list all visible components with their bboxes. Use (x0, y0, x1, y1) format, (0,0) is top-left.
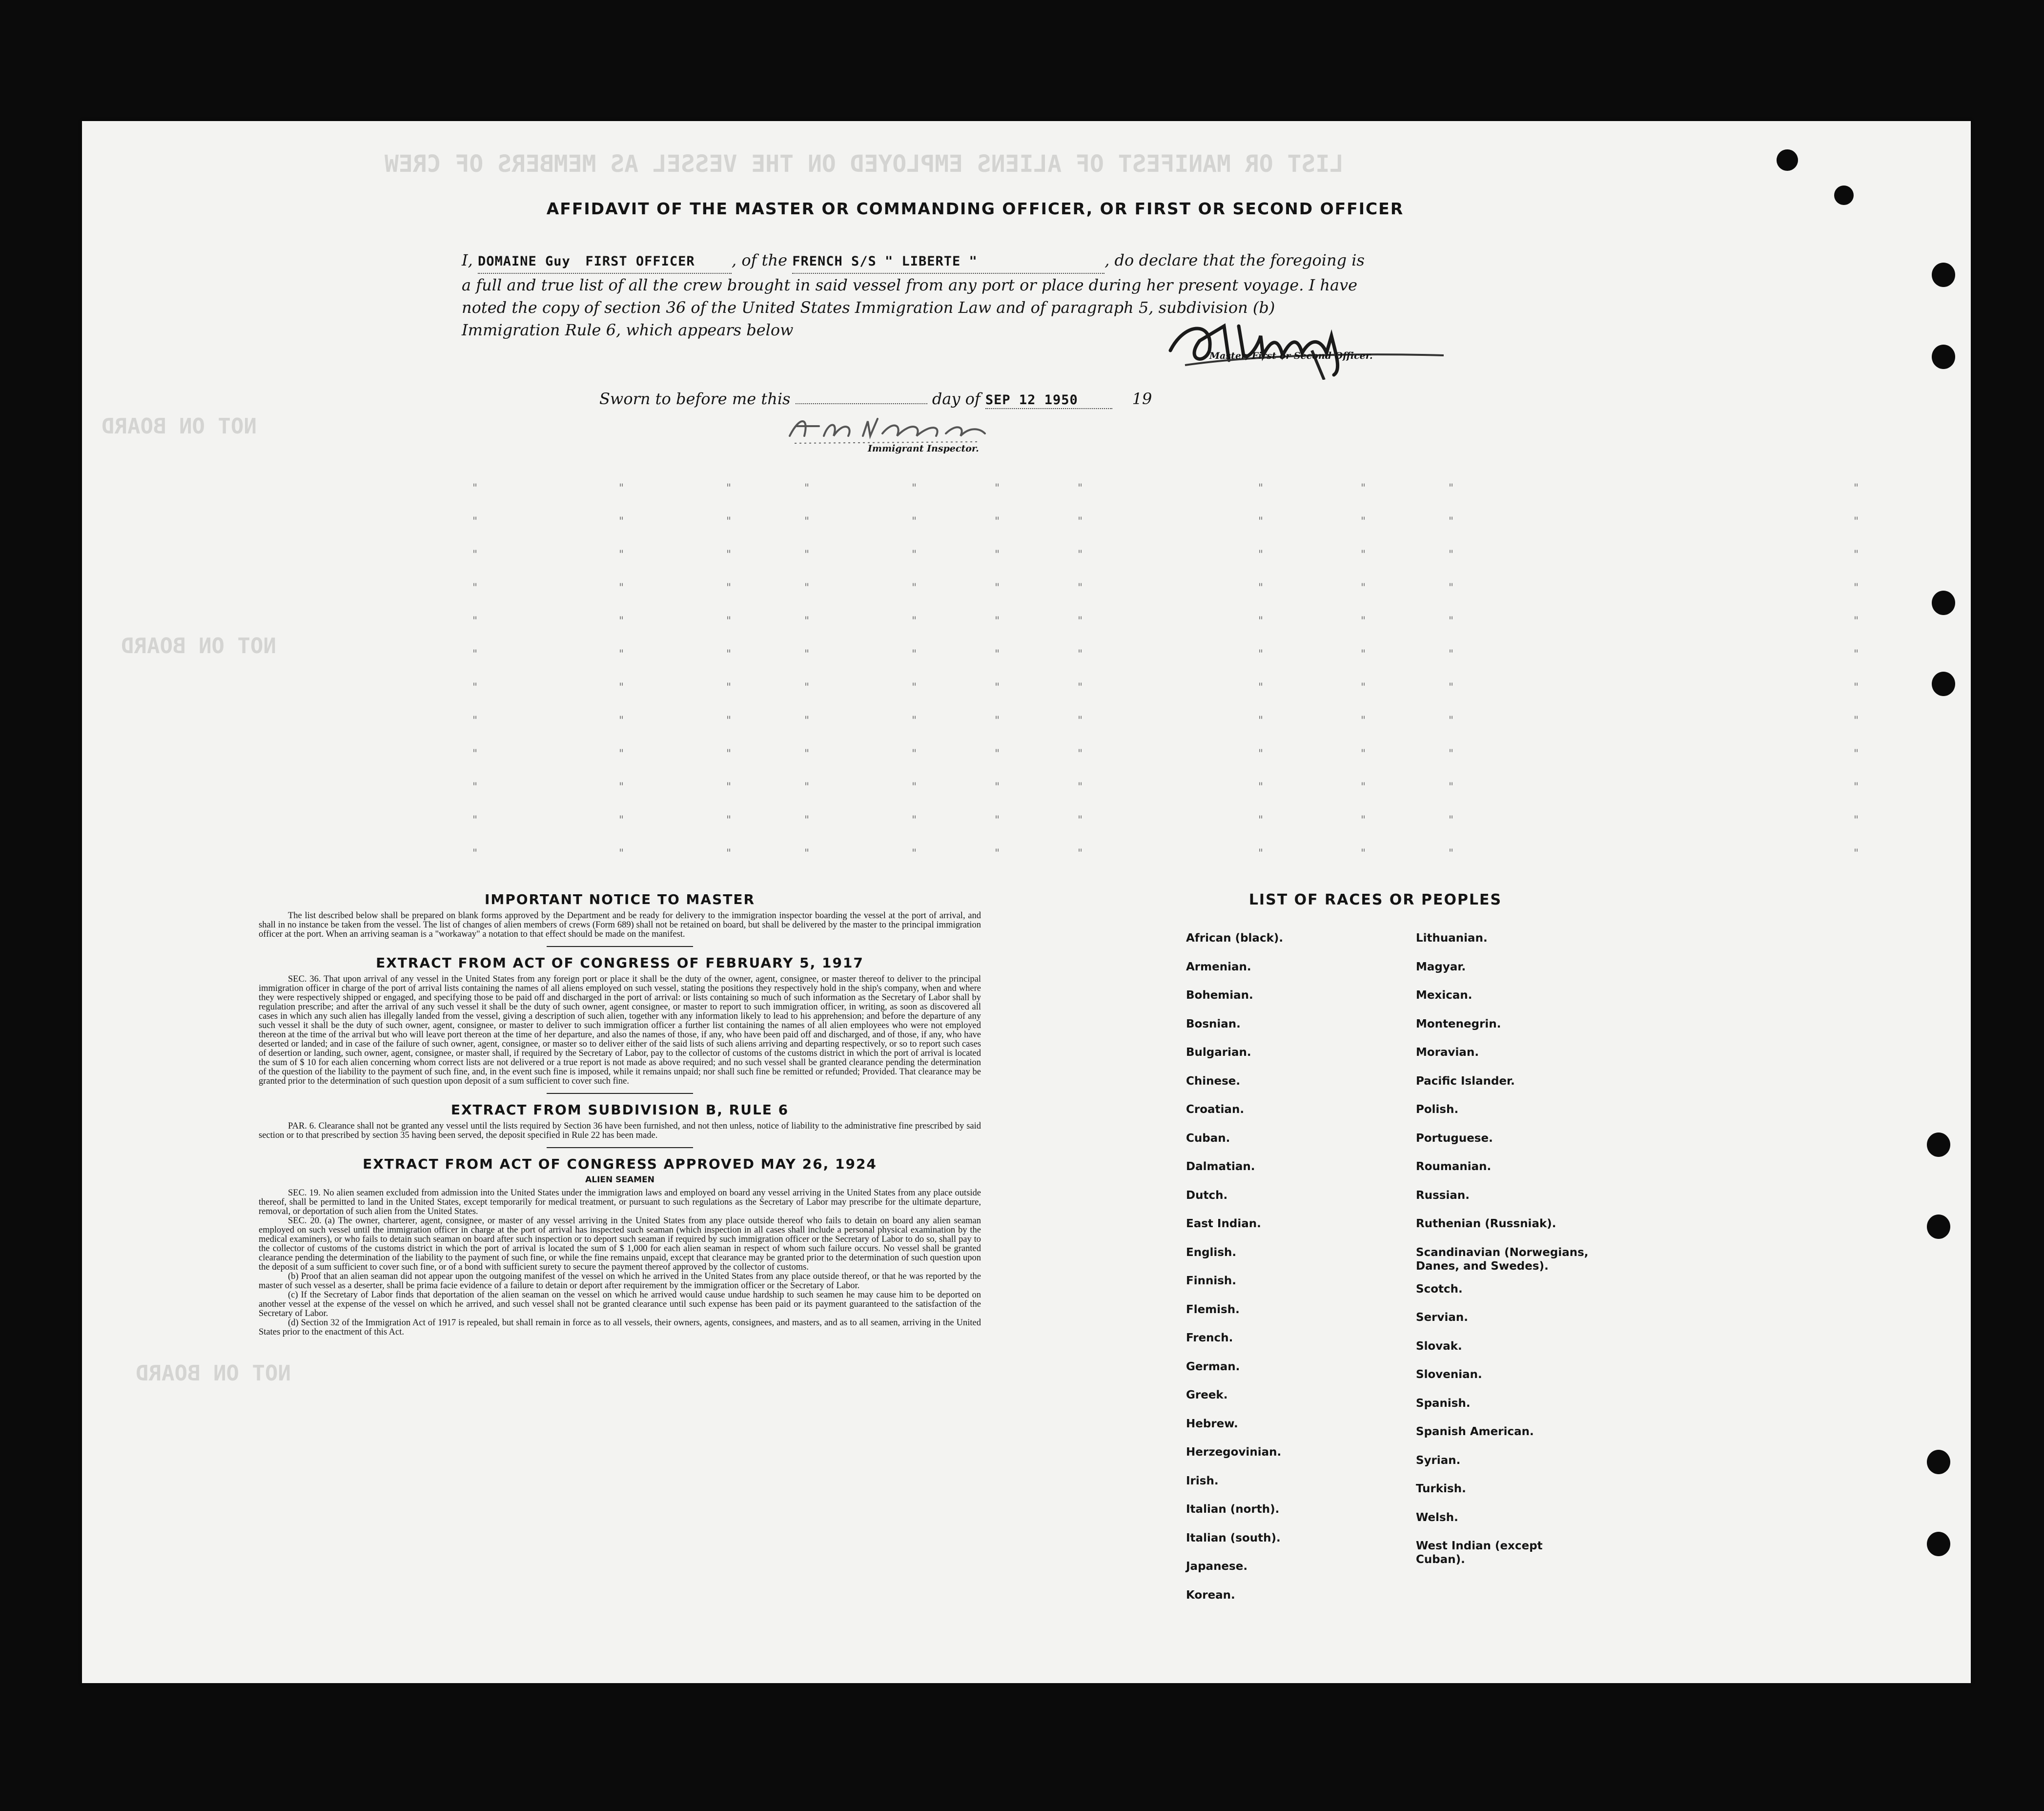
ditto-mark: " (912, 515, 917, 528)
ditto-mark: " (472, 482, 478, 494)
ditto-mark: " (995, 515, 1000, 528)
punch-hole (1932, 591, 1955, 615)
race-item: Dutch. (1186, 1189, 1228, 1202)
ditto-mark: " (804, 515, 810, 528)
ditto-mark: " (912, 781, 917, 793)
ditto-mark: " (1078, 482, 1083, 494)
ditto-mark: " (995, 748, 1000, 760)
ditto-mark: " (1449, 715, 1454, 727)
ditto-mark: " (804, 482, 810, 494)
race-item: Portuguese. (1416, 1132, 1493, 1145)
ditto-mark: " (804, 847, 810, 860)
ditto-mark: " (995, 582, 1000, 594)
inspector-caption: Immigrant Inspector. (868, 443, 979, 454)
ditto-mark: " (912, 748, 917, 760)
ditto-mark: " (1361, 781, 1366, 793)
ditto-mark: " (1361, 615, 1366, 627)
ditto-mark: " (1854, 515, 1859, 528)
ditto-mark: " (912, 681, 917, 694)
ditto-mark: " (1258, 781, 1264, 793)
ditto-mark: " (1361, 715, 1366, 727)
ditto-mark: " (1258, 847, 1264, 860)
ditto-mark: " (1078, 615, 1083, 627)
ditto-mark: " (912, 582, 917, 594)
race-item: English. (1186, 1246, 1237, 1259)
ditto-mark: " (472, 615, 478, 627)
race-item: Dalmatian. (1186, 1160, 1255, 1173)
race-item: Armenian. (1186, 960, 1251, 973)
declaration-statement: that the foregoing is a full and true list of all the crew brought in said vessel from any port or place during her present voyage. I have noted the copy of section 36 of the United States Immigration Law and of paragraph 5, subdivision (b) Immigration Rule 6, which appears below (462, 251, 1365, 339)
race-item: Mexican. (1416, 989, 1472, 1002)
ditto-mark: " (1854, 549, 1859, 561)
ditto-mark: " (619, 814, 624, 826)
rule-6-body: PAR. 6. Clearance shall not be granted any vessel until the lists required by Section 36 have been furnished, and not then unless, notice of liability to the administrative fine prescribed by said section or to that prescribed by section 35 having been served, the deposit specified in Rule 22 has been made. (259, 1121, 981, 1140)
ditto-mark: " (472, 814, 478, 826)
bleed-through-text: NOT ON BOARD (136, 1361, 291, 1386)
ditto-mark: " (1361, 847, 1366, 860)
race-item: Servian. (1416, 1311, 1469, 1324)
race-item: Polish. (1416, 1103, 1459, 1116)
ditto-mark: " (912, 482, 917, 494)
ditto-mark: " (472, 781, 478, 793)
ditto-mark: " (995, 549, 1000, 561)
ditto-mark: " (995, 814, 1000, 826)
ditto-mark: " (1449, 681, 1454, 694)
ditto-mark: " (619, 648, 624, 660)
divider (547, 1093, 693, 1094)
ditto-mark: " (726, 748, 732, 760)
ditto-mark: " (472, 582, 478, 594)
sworn-year: 19 (1132, 390, 1152, 408)
race-item: Bulgarian. (1186, 1046, 1251, 1059)
punch-hole (1927, 1132, 1950, 1157)
ditto-mark: " (1078, 781, 1083, 793)
races-list-title: LIST OF RACES OR PEOPLES (1248, 891, 1502, 908)
ditto-mark: " (1449, 615, 1454, 627)
race-item: Spanish. (1416, 1397, 1471, 1410)
master-signature (1156, 307, 1449, 380)
ditto-mark: " (1258, 549, 1264, 561)
race-item: French. (1186, 1332, 1233, 1344)
ditto-mark: " (619, 715, 624, 727)
ditto-mark: " (1258, 715, 1264, 727)
ditto-mark: " (1078, 748, 1083, 760)
race-item: East Indian. (1186, 1217, 1261, 1230)
legal-notices-column (259, 891, 981, 1337)
ditto-mark: " (1449, 549, 1454, 561)
ditto-mark: " (1361, 681, 1366, 694)
ditto-mark: " (1361, 582, 1366, 594)
ditto-mark: " (1078, 648, 1083, 660)
punch-hole (1927, 1450, 1950, 1474)
ditto-mark: " (804, 715, 810, 727)
ditto-mark: " (726, 549, 732, 561)
ditto-mark: " (1361, 814, 1366, 826)
ditto-mark: " (619, 781, 624, 793)
ditto-mark: " (619, 748, 624, 760)
ditto-mark: " (804, 781, 810, 793)
ditto-mark: " (1854, 648, 1859, 660)
race-item: Bosnian. (1186, 1017, 1241, 1030)
ditto-mark: " (804, 681, 810, 694)
punch-hole (1932, 263, 1955, 287)
ditto-mark: " (726, 515, 732, 528)
race-item: Pacific Islander. (1416, 1074, 1515, 1088)
bleed-through-text: NOT ON BOARD (102, 414, 257, 439)
declaration-intro: I, (462, 251, 473, 269)
race-item: Magyar. (1416, 960, 1466, 973)
ditto-mark: " (726, 582, 732, 594)
ditto-mark: " (726, 482, 732, 494)
ditto-mark: " (1449, 814, 1454, 826)
race-item: Herzegovinian. (1186, 1446, 1282, 1459)
ditto-mark: " (804, 748, 810, 760)
ditto-mark: " (619, 582, 624, 594)
divider (547, 1147, 693, 1148)
sec-19-text: SEC. 19. No alien seamen excluded from admission into the United States under the immigration laws and employed on board any vessel arriving in the United States from any place outside thereof, shall be permitted to land in the United States, except temporarily for medical treatment, or pursuant to such regulations as the Secretary of Labor may prescribe for the ultimate departure, removal, or deportation of such alien from the United States. (259, 1188, 981, 1216)
sworn-prefix: Sworn to before me this (599, 390, 791, 408)
sec-20d-text: (d) Section 32 of the Immigration Act of 1917 is repealed, but shall remain in force as to all vessels, their owners, agents, consignees, and masters, and as to all seamen, arriving in the United States prior to the enactment of this Act. (259, 1318, 981, 1337)
ditto-mark: " (1078, 847, 1083, 860)
ditto-mark: " (1361, 515, 1366, 528)
ditto-mark: " (1449, 515, 1454, 528)
ditto-mark: " (912, 814, 917, 826)
race-item: Scotch. (1416, 1282, 1463, 1296)
sworn-date-stamp: SEP 12 1950 (985, 392, 1078, 408)
ditto-mark: " (619, 482, 624, 494)
race-item: Japanese. (1186, 1560, 1248, 1573)
race-item: Turkish. (1416, 1482, 1466, 1495)
affidavit-title: AFFIDAVIT OF THE MASTER OR COMMANDING OFFICER, OR FIRST OR SECOND OFFICER (546, 199, 1404, 218)
bleed-through-text: LIST OR MANIFEST OF ALIENS EMPLOYED ON THE VESSEL AS MEMBERS OF CREW (385, 150, 1344, 178)
ditto-mark: " (472, 681, 478, 694)
ditto-mark: " (726, 847, 732, 860)
sworn-day-of: day of (932, 390, 981, 408)
race-item: German. (1186, 1360, 1240, 1373)
race-item: Welsh. (1416, 1511, 1458, 1524)
race-item: Lithuanian. (1416, 932, 1488, 945)
sworn-line (599, 390, 1331, 409)
ditto-mark: " (1449, 847, 1454, 860)
race-item: Finnish. (1186, 1275, 1237, 1287)
ditto-mark: " (995, 648, 1000, 660)
ditto-mark: " (1854, 781, 1859, 793)
ditto-mark: " (619, 615, 624, 627)
ditto-mark: " (995, 847, 1000, 860)
sec-20c-text: (c) If the Secretary of Labor finds that deportation of the alien seaman on the vessel on which he arrived would cause undue hardship to such seamen he may cause him to be deported on another vessel at the expense of the vessel on which he arrived, and such vessel shall not be granted clearance until such expense has been paid or its payment guaranteed to the satisfaction of the Secretary of Labor. (259, 1290, 981, 1318)
ditto-mark: " (1449, 648, 1454, 660)
race-item: Scandinavian (Norwegians, Danes, and Swedes). (1416, 1246, 1589, 1273)
ditto-mark: " (1854, 748, 1859, 760)
ditto-mark: " (804, 615, 810, 627)
race-item: Bohemian. (1186, 989, 1253, 1002)
ditto-mark: " (619, 847, 624, 860)
ditto-mark: " (726, 648, 732, 660)
ditto-mark: " (1449, 482, 1454, 494)
ditto-mark: " (1854, 482, 1859, 494)
race-item: Ruthenian (Russniak). (1416, 1217, 1556, 1230)
ditto-mark: " (472, 748, 478, 760)
race-item: Italian (south). (1186, 1531, 1281, 1544)
ditto-mark: " (804, 582, 810, 594)
races-list-right (1416, 931, 1592, 1576)
ditto-mark: " (1361, 648, 1366, 660)
ditto-mark: " (1854, 814, 1859, 826)
rule-6-heading: EXTRACT FROM SUBDIVISION B, RULE 6 (450, 1102, 789, 1118)
ditto-mark: " (726, 615, 732, 627)
ditto-mark: " (1854, 615, 1859, 627)
races-list-left (1186, 931, 1283, 1617)
ditto-mark: " (1854, 681, 1859, 694)
divider (547, 946, 693, 947)
ditto-mark: " (619, 681, 624, 694)
race-item: Hebrew. (1186, 1417, 1238, 1430)
ditto-mark: " (619, 515, 624, 528)
ditto-mark: " (995, 681, 1000, 694)
ditto-mark: " (1449, 748, 1454, 760)
extract-1917-body: SEC. 36. That upon arrival of any vessel in the United States from any foreign port or place it shall be the duty of the owner, agent, consignee, or master thereof to deliver to the principal immigration officer in charge of the port of arrival lists containing the names of all aliens employed on such vessel, stating the positions they respectively hold in the ship's company, when and where they were respectively shipped or engaged, and specifying those to be paid off and discharged in the port of arrival: or lists containing so much of such information as the Secretary of Labor shall by regulation prescribe; and after the arrival of any such vessel it shall be the duty of such owner, agent consignee, or master to report to such immigration officer, in writing, as soon as discovered all cases in which any such alien has illegally landed from the vessel, giving a description of such alien, together with any information likely to lead to his apprehension; and before the departure of any such vessel it shall be the duty of such owner, agent, consignee, or master to deliver to such immigration officer a further list containing the names of all alien employees who were not employed thereon at the time of the arrival but who will leave port thereon at the time of her departure, and also the names of those, if any, who have been paid off and discharged, and of those, if any, who have deserted or landed; and in case of the failure of such owner, agent, consignee, or master so to deliver either of the said lists of such aliens arriving and departing respectively, or so to report such cases of desertion or landing, such owner, agent, consignee, or master shall, if required by the Secretary of Labor, pay to the collector of customs of the customs district in which the port of arrival is located the sum of $ 10 for each alien concerning whom correct lists are not delivered or a true report is not made as above required; and no such vessel shall be granted clearance pending the determination of the question of the liability to the payment of such fine, and, in the event such fine is imposed, while it remains unpaid; nor shall such fine be remitted or refunded; Provided. That clearance may be granted prior to the determination of such question upon deposit of a sum sufficient to cover such fine. (259, 974, 981, 1086)
ditto-mark: " (804, 814, 810, 826)
ditto-mark: " (472, 549, 478, 561)
ditto-mark: " (726, 715, 732, 727)
sec-20b-text: (b) Proof that an alien seaman did not appear upon the outgoing manifest of the vessel on which he arrived in the United States from any place outside thereof, or that he was reported by the master of such vessel as a deserter, shall be prima facie evidence of a failure to detain or deport after requirement by the immigration officer or the Secretary of Labor. (259, 1272, 981, 1291)
ditto-mark: " (995, 781, 1000, 793)
race-item: Croatian. (1186, 1103, 1245, 1116)
ditto-mark: " (472, 515, 478, 528)
punch-hole (1932, 672, 1955, 696)
race-item: Montenegrin. (1416, 1017, 1501, 1030)
race-item: Roumanian. (1416, 1160, 1492, 1173)
notice-body: The list described below shall be prepared on blank forms approved by the Department and be ready for delivery to the immigration inspector boarding the vessel at the port of arrival, and shall in no instance be taken from the vessel. The list of changes of alien members of crews (Form 689) shall not be retained on board, but shall be delivered by the master to the principal immigration officer at the port. When an arriving seaman is a "workaway" a notation to that effect should be made on the manifest. (259, 911, 981, 939)
ditto-mark: " (912, 648, 917, 660)
race-item: Syrian. (1416, 1454, 1461, 1467)
race-item: Cuban. (1186, 1132, 1230, 1145)
ditto-mark: " (1854, 715, 1859, 727)
ditto-mark: " (1078, 549, 1083, 561)
ditto-mark: " (1078, 515, 1083, 528)
ditto-mark: " (619, 549, 624, 561)
punch-hole (1777, 149, 1798, 171)
extract-1917-heading: EXTRACT FROM ACT OF CONGRESS OF FEBRUARY 5, 1917 (376, 955, 864, 971)
alien-seamen-subheading: ALIEN SEAMEN (585, 1175, 654, 1185)
ditto-mark: " (1258, 615, 1264, 627)
ditto-mark: " (995, 482, 1000, 494)
race-item: Slovak. (1416, 1339, 1462, 1353)
ditto-mark: " (1078, 582, 1083, 594)
extract-1924-heading: EXTRACT FROM ACT OF CONGRESS APPROVED MAY 26, 1924 (363, 1156, 877, 1172)
ditto-mark: " (804, 549, 810, 561)
ditto-mark: " (1078, 715, 1083, 727)
ditto-mark: " (1361, 549, 1366, 561)
signature-caption: Master, First or Second Officer. (1209, 350, 1373, 361)
race-item: Italian (north). (1186, 1503, 1280, 1516)
ditto-mark: " (472, 847, 478, 860)
do-declare-text: , do declare (1104, 251, 1198, 269)
of-the-text: , of the (731, 251, 788, 269)
ditto-mark: " (995, 715, 1000, 727)
ditto-mark: " (472, 648, 478, 660)
ditto-mark: " (1258, 515, 1264, 528)
notice-heading: IMPORTANT NOTICE TO MASTER (484, 891, 756, 907)
ditto-mark: " (912, 847, 917, 860)
vessel-name: FRENCH S/S " LIBERTE " (792, 254, 978, 269)
race-item: Irish. (1186, 1474, 1219, 1487)
ditto-mark: " (1078, 681, 1083, 694)
document-page (82, 121, 1971, 1683)
race-item: African (black). (1186, 932, 1284, 945)
ditto-mark: " (726, 781, 732, 793)
race-item: Russian. (1416, 1189, 1470, 1202)
ditto-mark: " (1361, 748, 1366, 760)
ditto-mark: " (1854, 847, 1859, 860)
officer-name: DOMAINE Guy (477, 254, 571, 269)
punch-hole (1834, 185, 1854, 205)
sec-20a-text: SEC. 20. (a) The owner, charterer, agent, consignee, or master of any vessel arriving in the United States from any place outside thereof who fails to detain on board any alien seaman employed on such vessel until the immigration officer in charge at the port of arrival has inspected such seaman (which inspection in all cases shall include a personal physical examination by the medical examiners), or who fails to detain such seaman on board after such inspection or to deport such seaman if required by such immigration officer or the Secretary of Labor to do so, shall pay to the collector of customs of the customs district in which the port of arrival is located the sum of $ 1,000 for each alien seaman in respect of whom such failure occurs. No vessel shall be granted clearance pending the determination of the liability to the payment of such fine, or while the fine remains unpaid, except that clearance may be granted prior to the determination of such question upon the deposit of a sum sufficient to cover such fine, or of a bond with sufficient surety to secure the payment thereof approved by the collector of customs. (259, 1216, 981, 1272)
race-item: Slovenian. (1416, 1368, 1482, 1381)
ditto-mark: " (1361, 482, 1366, 494)
ditto-mark: " (1449, 582, 1454, 594)
race-item: Moravian. (1416, 1046, 1479, 1059)
ditto-mark: " (726, 681, 732, 694)
ditto-mark: " (1258, 748, 1264, 760)
race-item: Flemish. (1186, 1303, 1240, 1316)
race-item: Greek. (1186, 1389, 1228, 1401)
ditto-mark: " (1258, 814, 1264, 826)
officer-rank: FIRST OFFICER (585, 254, 695, 269)
ditto-mark: " (1258, 648, 1264, 660)
ditto-mark: " (1258, 582, 1264, 594)
ditto-mark: " (1258, 681, 1264, 694)
ditto-mark: " (472, 715, 478, 727)
ditto-mark: " (995, 615, 1000, 627)
ditto-mark: " (1449, 781, 1454, 793)
race-item: Spanish American. (1416, 1425, 1534, 1438)
ditto-mark: " (1078, 814, 1083, 826)
ditto-mark: " (804, 648, 810, 660)
punch-hole (1927, 1214, 1950, 1239)
ditto-mark: " (912, 615, 917, 627)
ditto-mark: " (726, 814, 732, 826)
race-item: Korean. (1186, 1588, 1235, 1602)
punch-hole (1932, 345, 1955, 369)
ditto-mark: " (912, 549, 917, 561)
ditto-mark: " (1854, 582, 1859, 594)
race-item: Chinese. (1186, 1074, 1241, 1088)
ditto-mark: " (912, 715, 917, 727)
ditto-mark: " (1258, 482, 1264, 494)
bleed-through-text: NOT ON BOARD (121, 634, 276, 659)
race-item: West Indian (except Cuban). (1416, 1540, 1543, 1566)
punch-hole (1927, 1532, 1950, 1556)
